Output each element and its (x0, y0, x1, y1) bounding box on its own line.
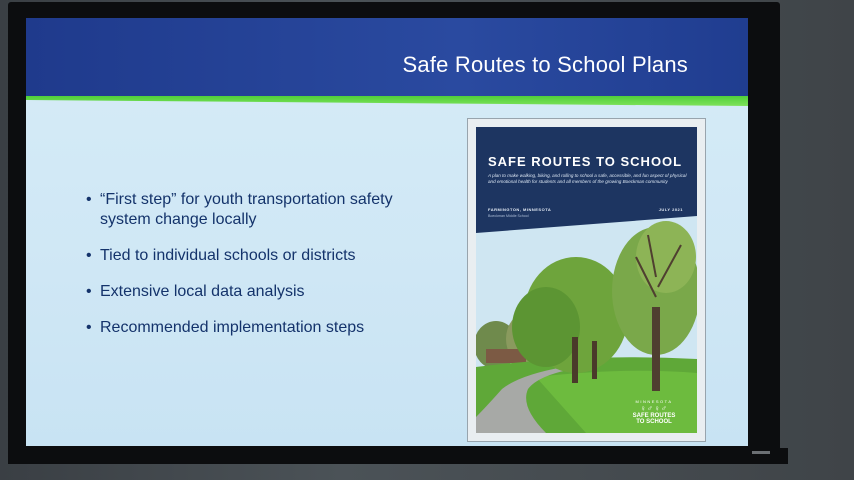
logo-line-2: TO SCHOOL (636, 419, 672, 425)
logo-line-1: SAFE ROUTES (632, 413, 676, 419)
projector-screen-bottom-bar (8, 448, 788, 464)
bullet-item: • “First step” for youth transportation safety system change locally (86, 190, 446, 230)
report-cover-page (476, 127, 697, 433)
cover-school-name: Boeckman Middle School (488, 214, 529, 218)
screen-brand-mark (752, 451, 770, 454)
slide-header-accent-line (26, 96, 748, 106)
cover-location: FARMINGTON, MINNESOTA (488, 207, 552, 212)
cover-description: A plan to make walking, biking, and rolling to school a safe, accessible, and fun aspect of physical and emotional health for students and all members of the growing Boeckman community (488, 173, 687, 184)
cover-date: JULY 2021 (658, 207, 683, 212)
bullet-item: • Tied to individual schools or districts (86, 246, 446, 266)
report-cover-image (467, 118, 706, 442)
people-icon: ♀♂♀♂ (640, 404, 668, 413)
mn-safe-routes-logo (623, 399, 685, 425)
logo-arc-text: MINNESOTA (635, 399, 673, 404)
bullet-item: • Recommended implementation steps (86, 318, 446, 338)
bullet-item: • Extensive local data analysis (86, 282, 446, 302)
slide-title: Safe Routes to School Plans (402, 52, 688, 77)
presentation-slide (26, 18, 748, 446)
bullet-list (86, 190, 446, 354)
cover-title: SAFE ROUTES TO SCHOOL (488, 154, 683, 169)
